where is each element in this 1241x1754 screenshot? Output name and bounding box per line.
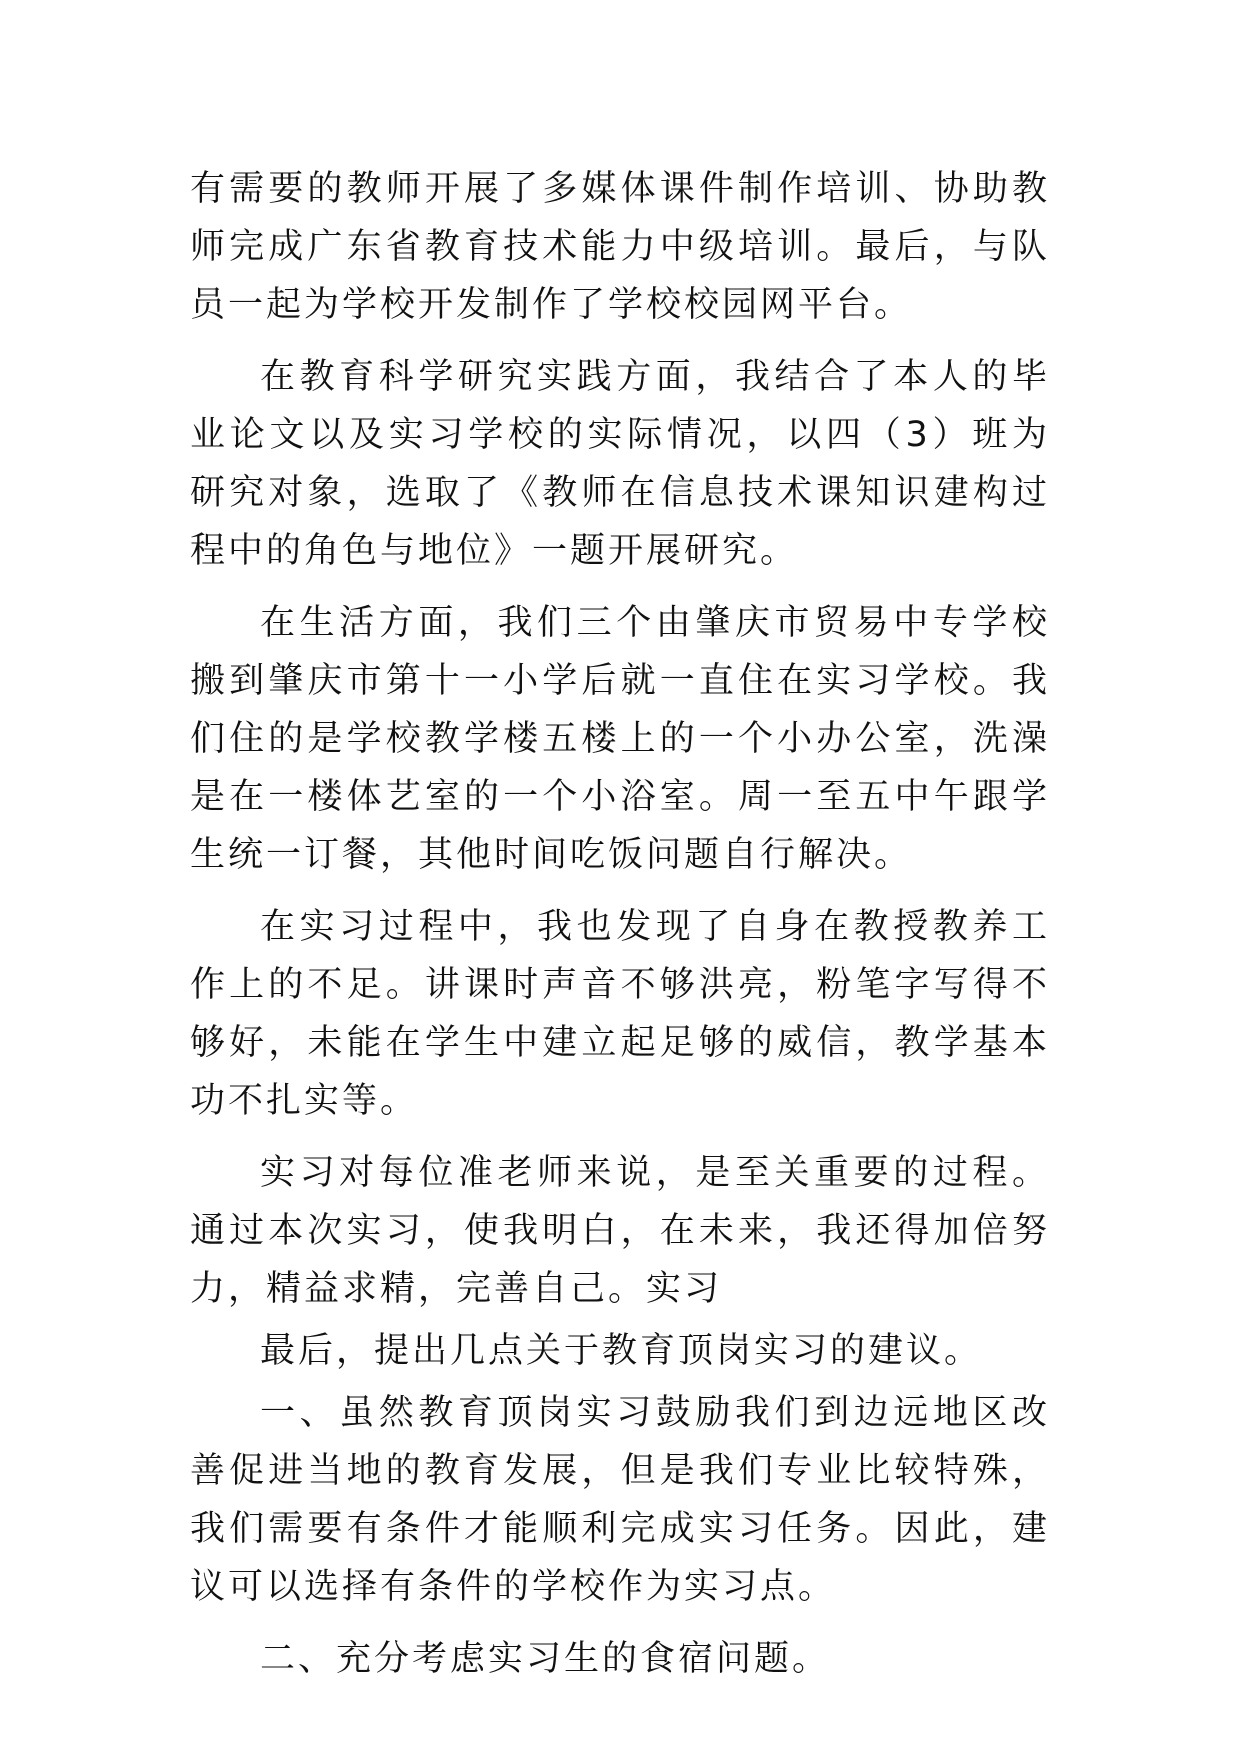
paragraph-shortcomings: 在实习过程中，我也发现了自身在教授教养工作上的不足。讲课时声音不够洪亮，粉笔字写得不够好，未能在学生中建立起足够的威信，教学基本功不扎实等。 <box>190 907 1050 1121</box>
paragraph-suggestion-two: 二、充分考虑实习生的食宿问题。 <box>260 1639 831 1679</box>
paragraph-conclusion: 实习对每位准老师来说，是至关重要的过程。通过本次实习，使我明白，在未来，我还得加倍努力，精益求精，完善自己。实习 <box>190 1153 1050 1309</box>
paragraph-suggestion-one: 一、虽然教育顶岗实习鼓励我们到边远地区改善促进当地的教育发展，但是我们专业比较特殊，我们需要有条件才能顺利完成实习任务。因此，建议可以选择有条件的学校作为实习点。 <box>190 1393 1050 1607</box>
paragraph-suggestions-intro: 最后，提出几点关于教育顶岗实习的建议。 <box>260 1331 983 1371</box>
paragraph-research: 在教育科学研究实践方面，我结合了本人的毕业论文以及实习学校的实际情况，以四（3）班为研究对象，选取了《教师在信息技术课知识建构过程中的角色与地位》一题开展研究。 <box>190 357 1050 571</box>
paragraph-living: 在生活方面，我们三个由肇庆市贸易中专学校搬到肇庆市第十一小学后就一直住在实习学校。我们住的是学校教学楼五楼上的一个小办公室，洗澡是在一楼体艺室的一个小浴室。周一至五中午跟学生统一订餐，其他时间吃饭问题自行解决。 <box>190 603 1050 875</box>
paragraph-training: 有需要的教师开展了多媒体课件制作培训、协助教师完成广东省教育技术能力中级培训。最后，与队员一起为学校开发制作了学校校园网平台。 <box>190 169 1050 325</box>
document-body <box>190 160 1050 1702</box>
